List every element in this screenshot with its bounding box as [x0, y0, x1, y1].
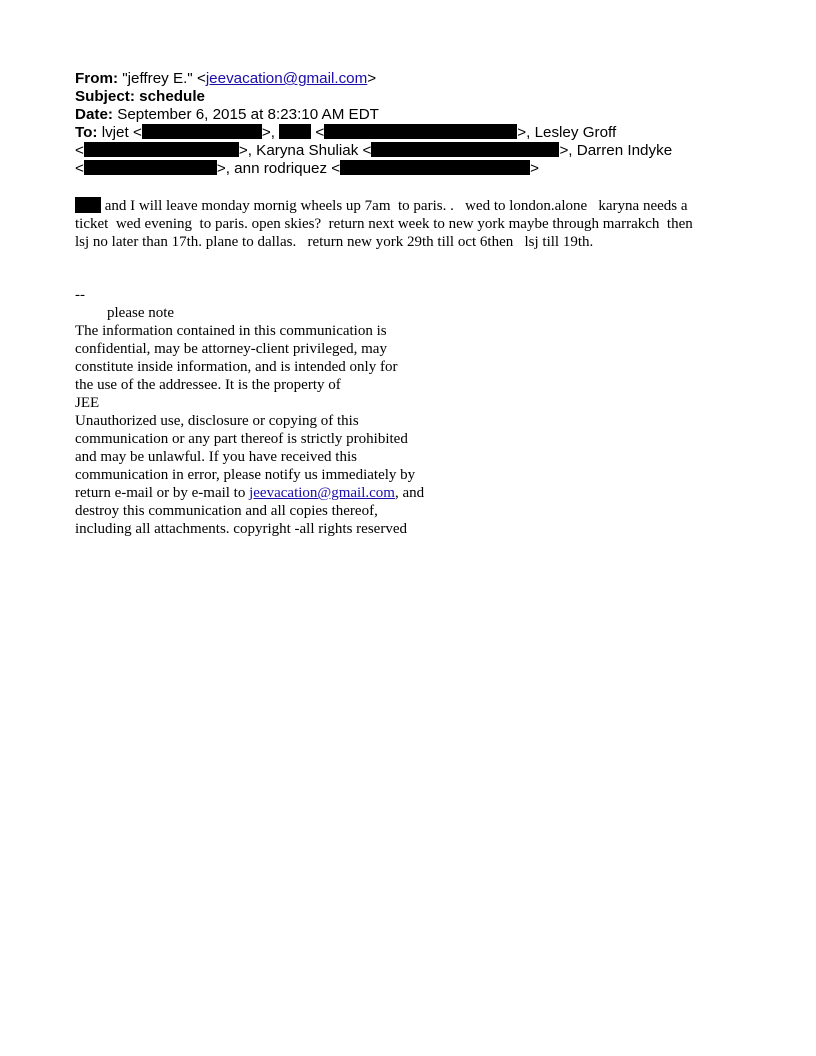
redaction-block [279, 124, 311, 139]
redaction-block [340, 160, 530, 175]
to-text: >, ann rodriquez < [216, 160, 341, 177]
disclaimer-line: including all attachments. copyright -all rights reserved [75, 521, 407, 537]
disclaimer-line: constitute inside information, and is intended only for [75, 359, 398, 375]
email-body [75, 197, 745, 251]
disclaimer-line: destroy this communication and all copies thereof, [75, 503, 378, 519]
disclaimer-line: Unauthorized use, disclosure or copying of this [75, 413, 359, 429]
to-label: To: [75, 124, 98, 141]
subject-label: Subject: [75, 88, 135, 105]
signature-dashes: -- [75, 287, 85, 303]
disclaimer-line: and may be unlawful. If you have received this [75, 449, 357, 465]
please-note: please note [107, 305, 175, 321]
from-name: "jeffrey E." [122, 70, 193, 87]
body-line-2: ticket wed evening to paris. open skies? return next week to new york maybe through marrakch then [75, 216, 693, 232]
to-text: >, Lesley Groff [517, 124, 617, 141]
to-text: < [315, 124, 325, 141]
date-row [75, 106, 755, 124]
subject-row [75, 88, 755, 106]
signature-block [75, 286, 495, 538]
to-text: lvjet < [101, 124, 142, 141]
disclaimer-line: The information contained in this communication is [75, 323, 387, 339]
return-prefix: return e-mail or by e-mail to [75, 485, 250, 501]
disclaimer-line: communication in error, please notify us immediately by [75, 467, 416, 483]
to-text: < [75, 160, 84, 177]
redaction-block [75, 197, 101, 213]
from-label: From: [75, 70, 119, 87]
to-row-1 [75, 124, 755, 142]
to-text: >, [261, 124, 275, 141]
disclaimer-return-line [75, 484, 495, 502]
from-row [75, 70, 755, 88]
disclaimer-line: communication or any part thereof is strictly prohibited [75, 431, 408, 447]
email-header [75, 70, 755, 178]
return-suffix: , and [394, 485, 425, 501]
redaction-block [84, 142, 239, 157]
body-line-3: lsj no later than 17th. plane to dallas. return new york 29th till oct 6then lsj till 19th. [75, 234, 594, 250]
date-value: September 6, 2015 at 8:23:10 AM EDT [117, 106, 379, 123]
to-row-2 [75, 142, 755, 160]
body-text: and I will leave monday mornig wheels up 7am to paris. . wed to london.alone karyna needs a [101, 198, 688, 214]
from-email-link[interactable]: jeevacation@gmail.com [205, 70, 368, 87]
subject-value: schedule [139, 88, 205, 105]
signature-email-link[interactable]: jeevacation@gmail.com [249, 485, 395, 501]
to-row-3 [75, 160, 755, 178]
from-close: > [367, 70, 377, 87]
to-text: >, Darren Indyke [559, 142, 673, 159]
from-open: < [196, 70, 206, 87]
redaction-block [371, 142, 559, 157]
body-line-1 [75, 197, 745, 215]
to-text: > [530, 160, 540, 177]
disclaimer-line: JEE [75, 395, 100, 411]
redaction-block [84, 160, 217, 175]
to-text: >, Karyna Shuliak < [238, 142, 372, 159]
disclaimer-line: confidential, may be attorney-client privileged, may [75, 341, 387, 357]
date-label: Date: [75, 106, 113, 123]
disclaimer-line: the use of the addressee. It is the property of [75, 377, 341, 393]
redaction-block [142, 124, 262, 139]
redaction-block [324, 124, 517, 139]
to-text: < [75, 142, 84, 159]
